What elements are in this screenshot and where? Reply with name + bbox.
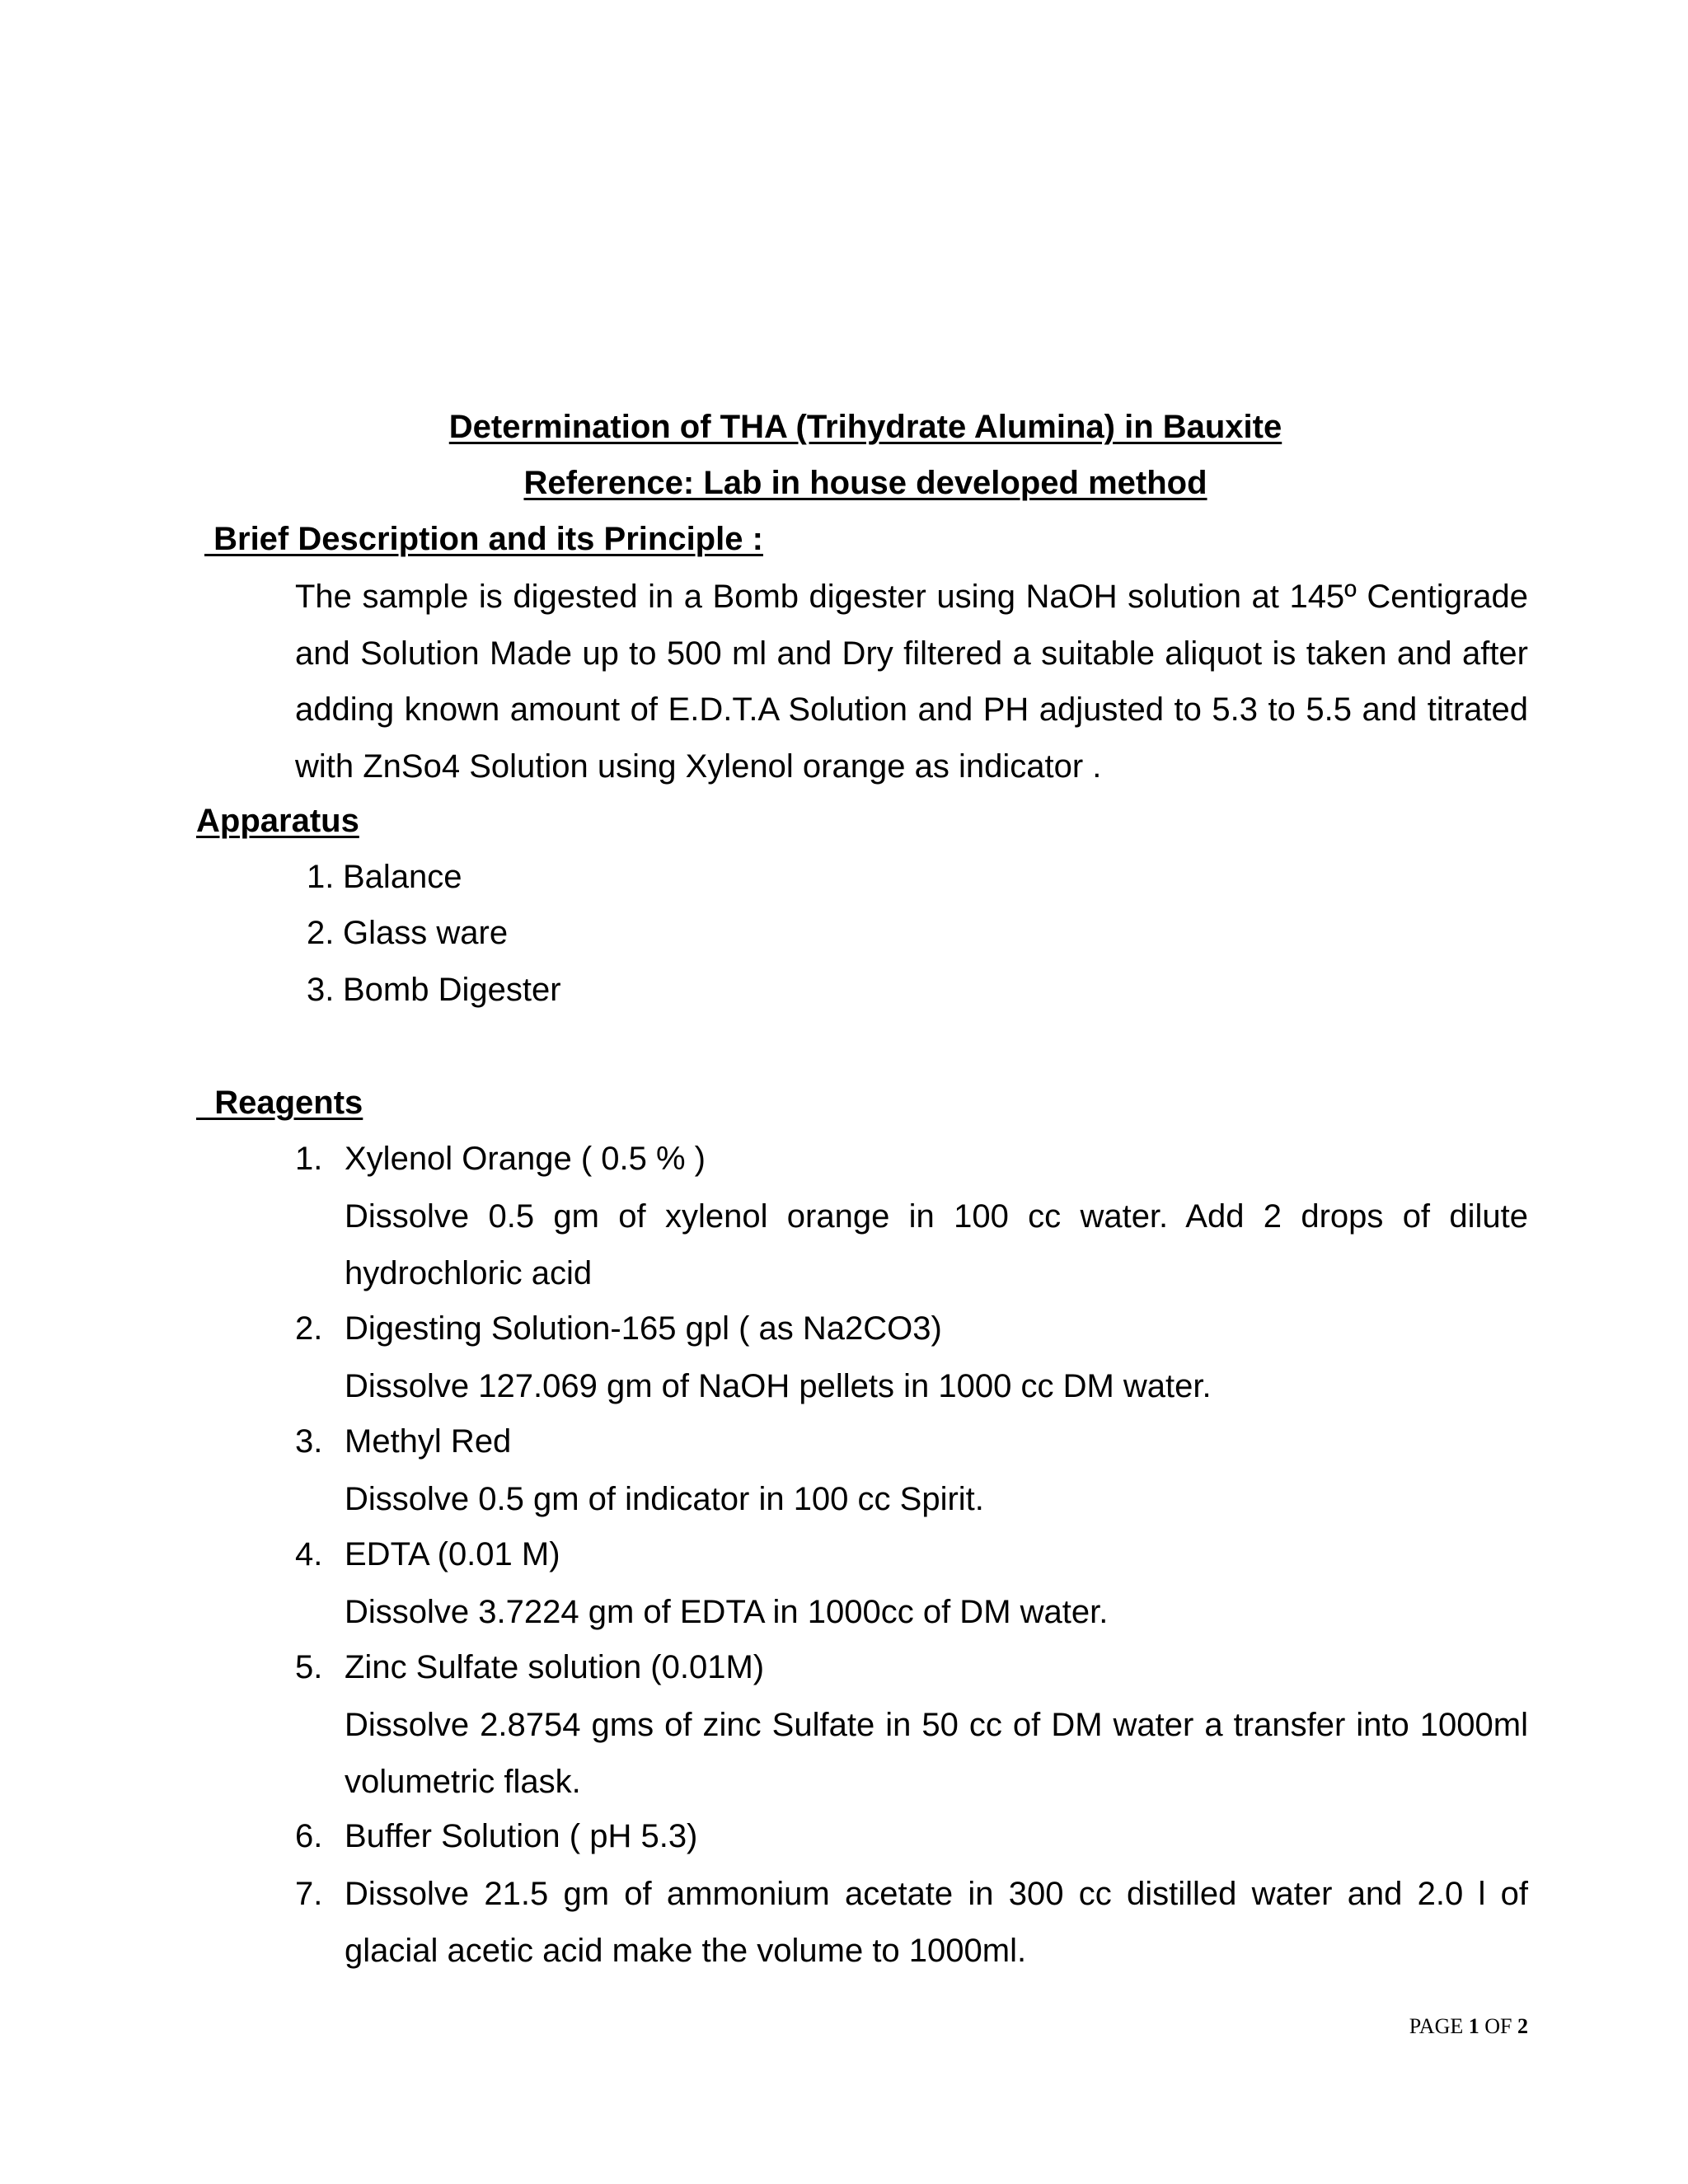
- page-total: 2: [1517, 2014, 1528, 2038]
- reagent-number: 2.: [295, 1310, 323, 1347]
- reagents-heading: Reagents: [196, 1085, 363, 1121]
- brief-description-heading: Brief Description and its Principle :: [204, 521, 763, 557]
- apparatus-item-number: 3.: [307, 972, 335, 1008]
- apparatus-item-label: Glass ware: [343, 915, 509, 951]
- apparatus-item: [307, 913, 508, 953]
- reagent-number: 7.: [295, 1876, 323, 1912]
- reagent-name: EDTA (0.01 M): [345, 1536, 560, 1572]
- reagent-description: Dissolve 127.069 gm of NaOH pellets in 1000 cc DM water.: [345, 1368, 1212, 1404]
- apparatus-item-number: 1.: [307, 859, 335, 895]
- reagent-description: Dissolve 2.8754 gms of zinc Sulfate in 50 cc of DM water a transfer into 1000ml volumetric flask.: [345, 1707, 1528, 1800]
- reagent-name: Buffer Solution ( pH 5.3): [345, 1818, 698, 1854]
- reagent-description: Dissolve 0.5 gm of xylenol orange in 100 cc water. Add 2 drops of dilute hydrochloric acid: [345, 1198, 1528, 1291]
- page-of: OF: [1479, 2014, 1517, 2038]
- reagent-description: Dissolve 0.5 gm of indicator in 100 cc Spirit.: [345, 1481, 984, 1517]
- apparatus-item: [307, 857, 462, 897]
- apparatus-item-label: Bomb Digester: [343, 972, 561, 1008]
- reagent-number: 6.: [295, 1818, 323, 1854]
- brief-description-text: The sample is digested in a Bomb digester using NaOH solution at 145º Centigrade and Solution Made up to 500 ml and Dry filtered a suitable aliquot is taken and after adding known amount of E.D.T.A Solution and PH adjusted to 5.3 to 5.5 and titrated with ZnSo4 Solution using Xylenol orange as indicator .: [295, 579, 1528, 785]
- document-title: Determination of THA (Trihydrate Alumina) in Bauxite: [448, 409, 1282, 445]
- apparatus-heading: Apparatus: [196, 803, 359, 839]
- page-current: 1: [1468, 2014, 1479, 2038]
- reagent-description: Dissolve 21.5 gm of ammonium acetate in 300 cc distilled water and 2.0 l of glacial acetic acid make the volume to 1000ml.: [345, 1876, 1528, 1969]
- reagent-description: Dissolve 3.7224 gm of EDTA in 1000cc of DM water.: [345, 1594, 1109, 1630]
- reagent-name: Zinc Sulfate solution (0.01M): [345, 1649, 765, 1685]
- reagent-number: 1.: [295, 1141, 323, 1177]
- reference-line: Reference: Lab in house developed method: [523, 465, 1207, 501]
- reagent-name: Digesting Solution-165 gpl ( as Na2CO3): [345, 1310, 942, 1347]
- reagent-number: 3.: [295, 1423, 323, 1460]
- apparatus-item-label: Balance: [343, 859, 462, 895]
- apparatus-item: [307, 970, 561, 1010]
- apparatus-item-number: 2.: [307, 915, 335, 951]
- reagent-name: Methyl Red: [345, 1423, 512, 1460]
- reagent-number: 5.: [295, 1649, 323, 1685]
- reagent-number: 4.: [295, 1536, 323, 1572]
- page-prefix: PAGE: [1409, 2014, 1469, 2038]
- page-number-footer: [1409, 2014, 1528, 2039]
- reagent-name: Xylenol Orange ( 0.5 % ): [345, 1141, 706, 1177]
